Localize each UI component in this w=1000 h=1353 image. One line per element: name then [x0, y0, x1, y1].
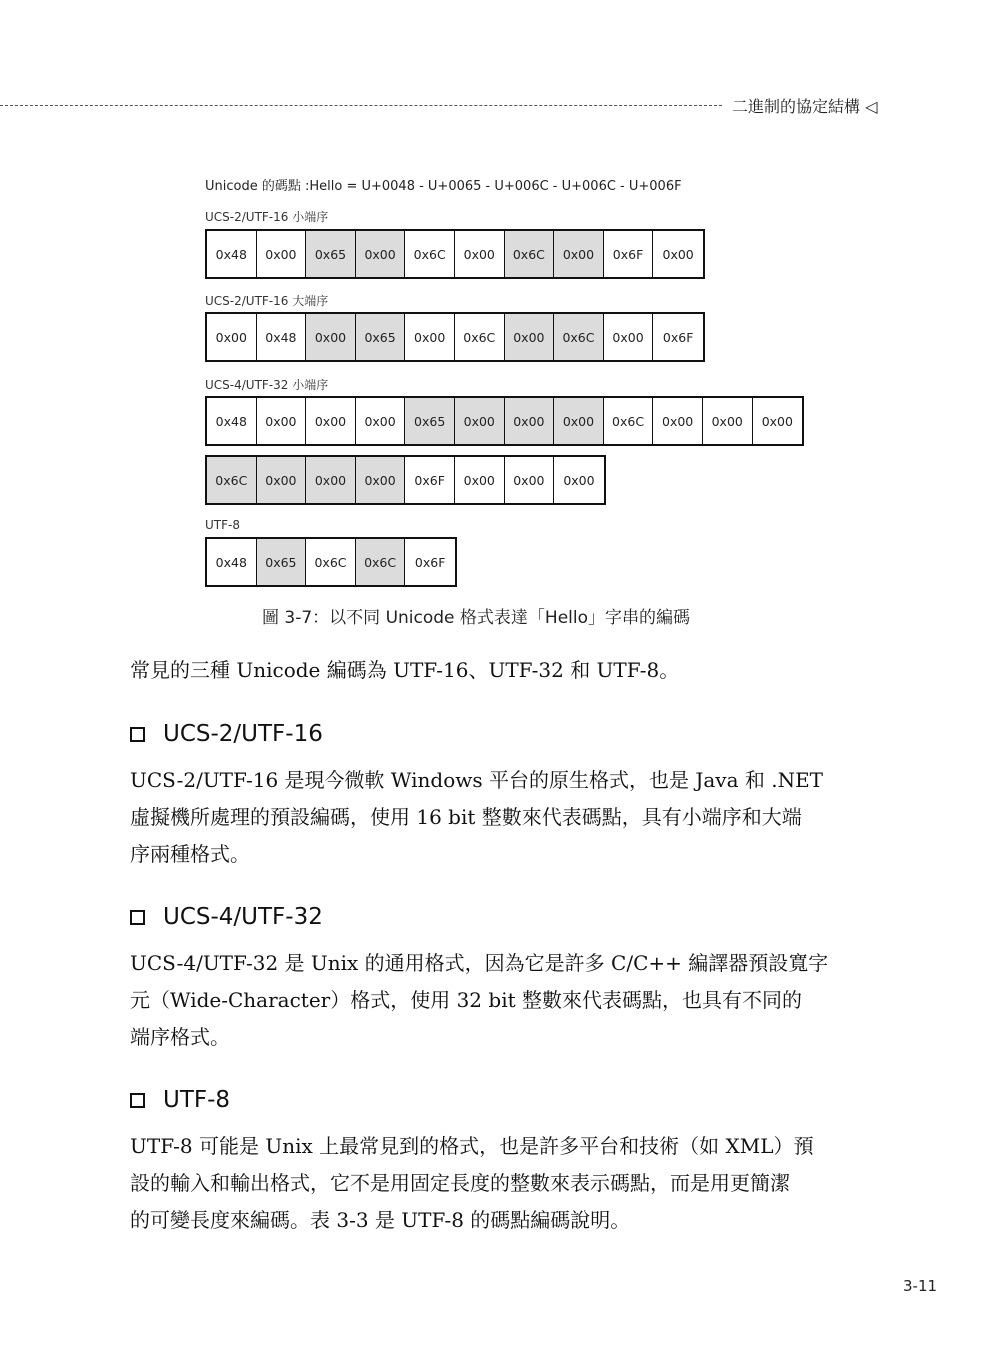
byte-cell: 0x6C: [207, 457, 257, 503]
byte-cell: 0x00: [554, 398, 604, 444]
checkbox-square-icon: [130, 910, 145, 925]
page-number: 3-11: [903, 1277, 938, 1295]
byte-row: [205, 229, 705, 279]
byte-cell: 0x00: [455, 457, 505, 503]
group-label-utf16-le: UCS-2/UTF-16 小端序: [205, 210, 329, 224]
byte-cell: 0x6C: [405, 231, 455, 277]
byte-row: [205, 312, 705, 362]
byte-cell: 0x00: [306, 314, 356, 360]
byte-cell: 0x48: [257, 314, 307, 360]
paragraph-line: 虛擬機所處理的預設編碼，使用 16 bit 整數來代表碼點，具有小端序和大端: [130, 805, 802, 829]
paragraph-line: 序兩種格式。: [130, 842, 250, 866]
paragraph-line: 設的輸入和輸出格式，它不是用固定長度的整數來表示碼點，而是用更簡潔: [130, 1171, 790, 1195]
byte-cell: 0x6F: [405, 539, 455, 585]
byte-cell: 0x6C: [356, 539, 406, 585]
paragraph-line: 元（Wide-Character）格式，使用 32 bit 整數來代表碼點，也具有不同的: [130, 988, 802, 1012]
paragraph-line: UTF-8 可能是 Unix 上最常見到的格式，也是許多平台和技術（如 XML）預: [130, 1134, 814, 1158]
byte-row: [205, 537, 457, 587]
section-paragraph-utf32: [130, 945, 885, 1056]
checkbox-square-icon: [130, 727, 145, 742]
byte-cell: 0x65: [257, 539, 307, 585]
group-label-utf32-le: UCS-4/UTF-32 小端序: [205, 378, 329, 392]
byte-cell: 0x00: [306, 398, 356, 444]
byte-cell: 0x00: [554, 231, 604, 277]
byte-row: [205, 455, 606, 505]
group-label-utf8: UTF-8: [205, 518, 240, 532]
group-label-utf16-be: UCS-2/UTF-16 大端序: [205, 294, 329, 308]
section-paragraph-utf8: [130, 1128, 885, 1239]
byte-cell: 0x6C: [604, 398, 654, 444]
byte-cell: 0x00: [257, 398, 307, 444]
byte-cell: 0x00: [356, 398, 406, 444]
byte-cell: 0x48: [207, 231, 257, 277]
byte-cell: 0x00: [306, 457, 356, 503]
byte-cell: 0x00: [753, 398, 803, 444]
byte-cell: 0x6C: [554, 314, 604, 360]
byte-cell: 0x6F: [405, 457, 455, 503]
figure-caption: 圖 3-7：以不同 Unicode 格式表達「Hello」字串的編碼: [262, 608, 691, 628]
byte-cell: 0x48: [207, 539, 257, 585]
byte-cell: 0x00: [455, 231, 505, 277]
byte-row: [205, 396, 804, 446]
byte-cell: 0x00: [505, 398, 555, 444]
byte-cell: 0x00: [554, 457, 604, 503]
byte-cell: 0x65: [306, 231, 356, 277]
byte-cell: 0x00: [703, 398, 753, 444]
intro-paragraph: 常見的三種 Unicode 編碼為 UTF-16、UTF-32 和 UTF-8。: [130, 658, 680, 682]
header-dashed-rule: [0, 105, 722, 106]
section-heading-utf32: [130, 904, 323, 930]
byte-cell: 0x00: [604, 314, 654, 360]
paragraph-line: 端序格式。: [130, 1025, 230, 1049]
byte-cell: 0x00: [257, 457, 307, 503]
byte-cell: 0x00: [653, 398, 703, 444]
section-heading-text: UCS-2/UTF-16: [163, 721, 323, 747]
byte-cell: 0x6C: [306, 539, 356, 585]
byte-cell: 0x00: [207, 314, 257, 360]
paragraph-line: 的可變長度來編碼。表 3-3 是 UTF-8 的碼點編碼說明。: [130, 1208, 631, 1232]
figure-top-caption: Unicode 的碼點 :Hello = U+0048 - U+0065 - U+006C - U+006C - U+006F: [205, 179, 682, 194]
byte-cell: 0x00: [405, 314, 455, 360]
byte-cell: 0x00: [356, 457, 406, 503]
checkbox-square-icon: [130, 1093, 145, 1108]
paragraph-line: UCS-4/UTF-32 是 Unix 的通用格式，因為它是許多 C/C++ 編譯器預設寬字: [130, 951, 829, 975]
paragraph-line: UCS-2/UTF-16 是現今微軟 Windows 平台的原生格式，也是 Java 和 .NET: [130, 768, 824, 792]
section-heading-text: UCS-4/UTF-32: [163, 904, 323, 930]
byte-cell: 0x65: [405, 398, 455, 444]
byte-cell: 0x65: [356, 314, 406, 360]
chapter-title: 二進制的協定結構 ◁: [732, 97, 878, 116]
byte-cell: 0x48: [207, 398, 257, 444]
section-paragraph-utf16: [130, 762, 885, 873]
byte-cell: 0x00: [505, 314, 555, 360]
section-heading-utf8: [130, 1087, 230, 1113]
byte-cell: 0x00: [653, 231, 703, 277]
byte-cell: 0x00: [505, 457, 555, 503]
section-heading-text: UTF-8: [163, 1087, 231, 1113]
section-heading-utf16: [130, 721, 323, 747]
byte-cell: 0x6C: [505, 231, 555, 277]
byte-cell: 0x00: [455, 398, 505, 444]
byte-cell: 0x00: [356, 231, 406, 277]
byte-cell: 0x6C: [455, 314, 505, 360]
byte-cell: 0x6F: [604, 231, 654, 277]
byte-cell: 0x6F: [653, 314, 703, 360]
byte-cell: 0x00: [257, 231, 307, 277]
